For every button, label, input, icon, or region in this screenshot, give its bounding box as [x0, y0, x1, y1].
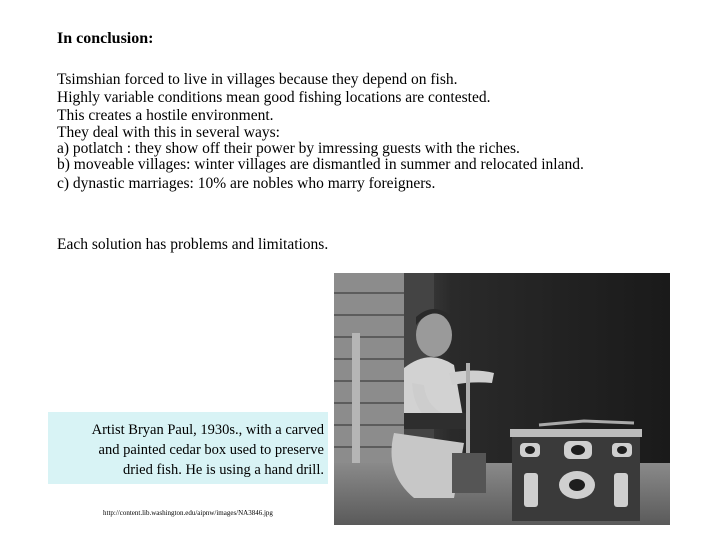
closing-statement: Each solution has problems and limitations. [57, 236, 329, 253]
text-line: Tsimshian forced to live in villages because they depend on fish. [57, 71, 458, 88]
text-line: a) potlatch : they show off their power by imressing guests with the riches. [57, 140, 520, 157]
slide-heading: In conclusion: [57, 30, 154, 47]
photo-illustration [334, 273, 670, 525]
image-source-url: http://content.lib.washington.edu/aipnw/images/NA3846.jpg [103, 509, 273, 517]
text-line: Highly variable conditions mean good fishing locations are contested. [57, 89, 491, 106]
caption-line: dried fish. He is using a hand drill. [123, 462, 324, 478]
text-line: c) dynastic marriages: 10% are nobles who marry foreigners. [57, 175, 436, 192]
text-line: This creates a hostile environment. [57, 107, 274, 124]
caption-line: Artist Bryan Paul, 1930s., with a carved [91, 422, 324, 438]
text-line: b) moveable villages: winter villages are dismantled in summer and relocated inland. [57, 156, 584, 173]
caption-line: and painted cedar box used to preserve [98, 442, 324, 458]
photo-caption [48, 412, 328, 484]
text-line: They deal with this in several ways: [57, 124, 280, 141]
historical-photo [334, 273, 670, 525]
bullet-list [57, 71, 707, 193]
